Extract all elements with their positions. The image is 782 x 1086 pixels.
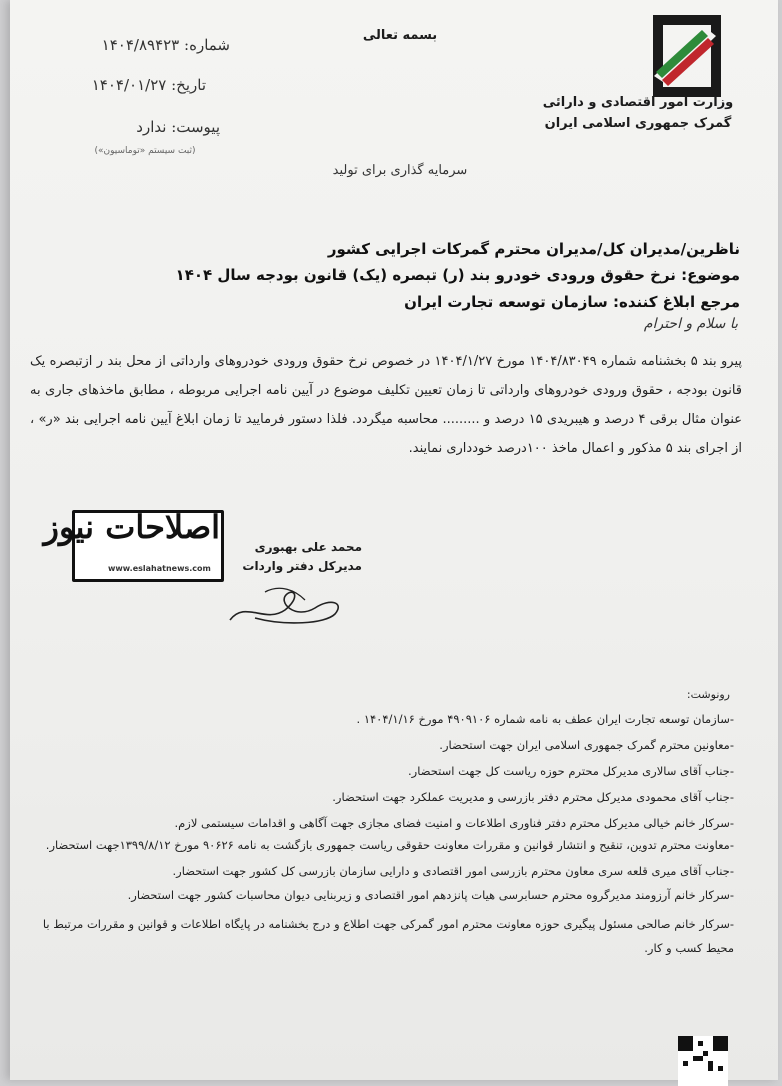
letter-page xyxy=(10,0,778,1080)
watermark-url: www.eslahatnews.com xyxy=(108,564,211,573)
qr-code-icon xyxy=(678,1036,728,1086)
cc-title: رونوشت: xyxy=(686,688,730,701)
greeting: با سلام و احترام xyxy=(643,316,738,332)
cc-item: -جناب آقای سالاری مدیرکل محترم حوزه ریاست کل جهت استحضار. xyxy=(408,764,734,778)
letter-number xyxy=(70,36,230,54)
cc-item: -جناب آقای میری قلعه سری معاون محترم بازرسی امور اقتصادی و دارایی سازمان بازرسی کل کشور جهت استحضار. xyxy=(172,864,734,878)
bismillah-heading: بسمه تعالی xyxy=(362,28,438,43)
letter-attachment xyxy=(70,118,220,136)
cc-item: -سرکار خانم خیالی مدیرکل محترم دفتر فناوری اطلاعات و امنیت فضای مجازی جهت آگاهی و اقدامات سیستمی لازم. xyxy=(174,816,734,830)
attachment-value: ندارد xyxy=(136,118,167,136)
signer-block xyxy=(242,538,362,576)
reference-line: مرجع ابلاغ کننده: سازمان توسعه تجارت ایران xyxy=(404,293,740,311)
ministry-name: وزارت امور اقتصادی و دارائی xyxy=(542,95,734,110)
letter-date xyxy=(70,76,206,94)
date-value: ۱۴۰۴/۰۱/۲۷ xyxy=(91,76,167,94)
cc-item: -سرکار خانم آرزومند مدیرگروه محترم حسابرسی هیات پانزدهم امور اقتصادی و زیربنایی دیوان محاسبات کشور جهت استحضار. xyxy=(127,888,734,902)
cc-item: -جناب آقای محمودی مدیرکل محترم دفتر بازرسی و مدیریت عملکرد جهت استحضار. xyxy=(332,790,734,804)
signature-icon xyxy=(225,580,355,630)
watermark-logo: اصلاحات نیوز xyxy=(43,508,220,546)
cc-item: -سازمان توسعه تجارت ایران عطف به نامه شماره ۴۹۰۹۱۰۶ مورخ ۱۴۰۴/۱/۱۶ . xyxy=(356,712,734,726)
signer-title: مدیرکل دفتر واردات xyxy=(242,559,362,573)
letter-body: پیرو بند ۵ بخشنامه شماره ۱۴۰۴/۸۳۰۴۹ مورخ ۱۴۰۴/۱/۲۷ در خصوص نرخ حقوق ورودی خودروهای وارداتی از محل بند ر ازتبصره یک قانون بودجه ، حقوق ورودی خودروهای وارداتی تا زمان تعیین تکلیف موضوع در آیین نامه اجرایی مربوطه ، مطابق ماخذهای جاری به عنوان مثال برقی ۴ درصد و هیبریدی ۱۵ درصد و ......... محاسبه میگردد. فلذا دستور فرمایید تا زمان ابلاغ آیین نامه اجرایی بند «ر» ، از اجرای بند ۵ مذکور و اعمال ماخذ ۱۰۰درصد خودداری نمایند. xyxy=(30,354,742,456)
customs-name: گمرک جمهوری اسلامی ایران xyxy=(544,116,732,131)
recipients-line: ناظرین/مدیران کل/مدیران محترم گمرکات اجرایی کشور xyxy=(327,240,740,258)
cc-item: -معاونین محترم گمرک جمهوری اسلامی ایران جهت استحضار. xyxy=(439,738,734,752)
date-label: تاریخ: xyxy=(171,76,206,94)
number-label: شماره: xyxy=(184,36,230,54)
cc-item: -سرکار خانم صالحی مسئول پیگیری حوزه معاونت محترم امور گمرکی جهت اطلاع و درج بخشنامه در پایگاه اطلاعات و قوانین و مقررات مرتبط با محیط کسب و کار. xyxy=(42,917,734,955)
customs-logo-icon xyxy=(644,14,730,100)
ministry-block xyxy=(528,92,748,134)
number-value: ۱۴۰۴/۸۹۴۲۳ xyxy=(101,36,180,54)
attachment-label: پیوست: xyxy=(171,118,220,136)
subject-line: موضوع: نرخ حقوق ورودی خودرو بند (ر) تبصره (یک) قانون بودجه سال ۱۴۰۴ xyxy=(175,266,740,284)
signer-name: محمد علی بهبوری xyxy=(254,540,362,554)
cc-item: -معاونت محترم تدوین، تنقیح و انتشار قوانین و مقررات معاونت حقوقی ریاست جمهوری بازگشت به نامه ۹۰۶۲۶ مورخ ۱۳۹۹/۸/۱۲جهت استحضار. xyxy=(45,838,734,852)
system-note: (ثبت سیستم «توماسیون») xyxy=(94,146,196,156)
slogan: سرمایه گذاری برای تولید xyxy=(332,163,468,178)
